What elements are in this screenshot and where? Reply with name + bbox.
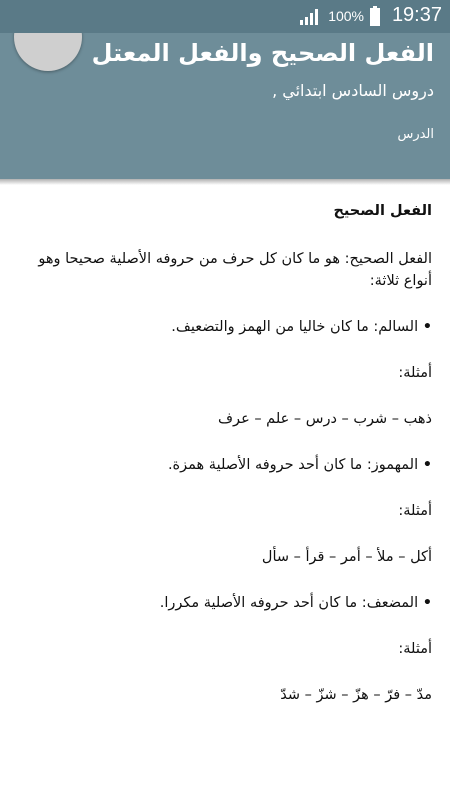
- avatar[interactable]: [14, 33, 82, 71]
- salim-examples: ذهب – شرب – درس – علم – عرف: [218, 411, 432, 427]
- page-subtitle: دروس السادس ابتدائي ,: [272, 81, 434, 100]
- mudaaf-item: [18, 592, 432, 614]
- mahmouz-text: المهموز: ما كان أحد حروفه الأصلية همزة.: [167, 457, 419, 473]
- salim-item: [18, 316, 432, 338]
- lesson-heading: الفعل الصحيح: [333, 203, 432, 219]
- examples-label: أمثلة:: [398, 503, 432, 519]
- definition-text: الفعل الصحيح: هو ما كان كل حرف من حروفه الأصلية صحيحا وهو أنواع ثلاثة:: [38, 251, 432, 289]
- mahmouz-item: [18, 454, 432, 476]
- bullet-icon: •: [422, 457, 432, 473]
- bullet-icon: •: [422, 595, 432, 611]
- lesson-content: [18, 200, 432, 730]
- examples-label: أمثلة:: [398, 365, 432, 381]
- header-shadow: [0, 179, 450, 185]
- examples-label: أمثلة:: [398, 641, 432, 657]
- battery-icon: [370, 6, 380, 26]
- battery-percent: 100%: [328, 8, 364, 24]
- signal-icon: [300, 7, 322, 25]
- mahmouz-examples: أكل – ملأ – أمر – قرأ – سأل: [261, 549, 432, 565]
- category-label: الدرس: [397, 127, 434, 142]
- salim-text: السالم: ما كان خاليا من الهمز والتضعيف.: [171, 319, 419, 335]
- bullet-icon: •: [422, 319, 432, 335]
- page-title: الفعل الصحيح والفعل المعتل: [91, 39, 434, 67]
- status-bar: [0, 0, 450, 33]
- app-header: [0, 33, 450, 179]
- mudaaf-examples: مدّ – فرّ – هزّ – شزّ – شدّ: [280, 687, 432, 703]
- status-time: 19:37: [391, 4, 442, 26]
- mudaaf-text: المضعف: ما كان أحد حروفه الأصلية مكررا.: [159, 595, 419, 611]
